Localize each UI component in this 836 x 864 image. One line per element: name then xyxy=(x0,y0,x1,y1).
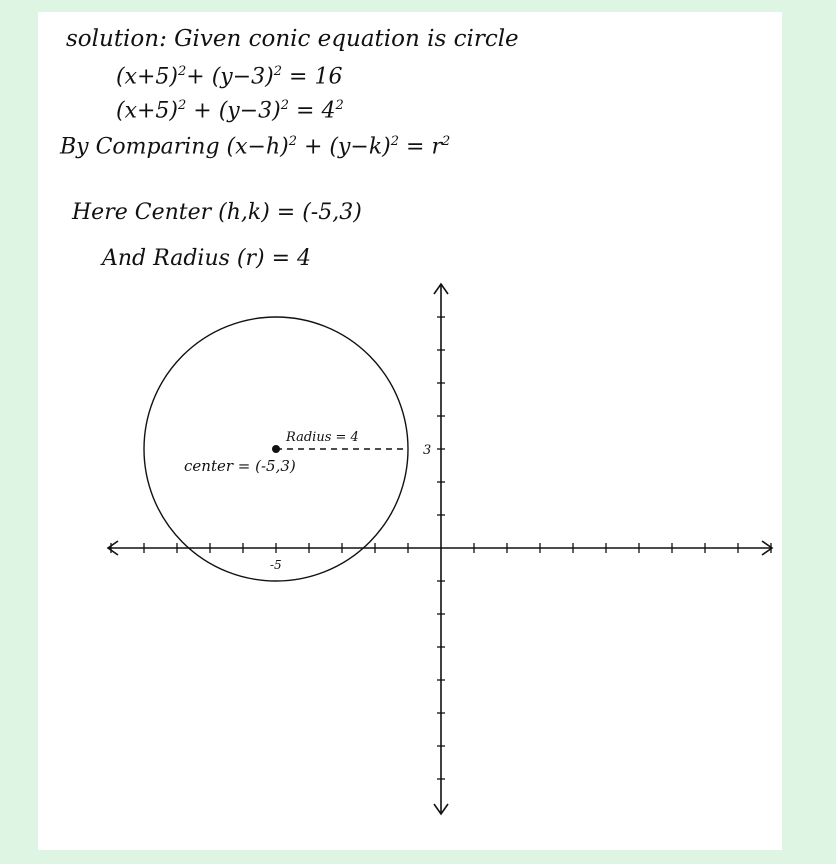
cmp-term-x: By Comparing (x−h) xyxy=(60,134,289,160)
eq1-exp-2: 2 xyxy=(273,64,283,79)
cmp-term-y: + (y−k) xyxy=(296,134,391,160)
solution-heading: solution: Given conic equation is circle xyxy=(66,26,519,52)
radius-label: Radius = 4 xyxy=(286,430,359,445)
center-line: Here Center (h,k) = (-5,3) xyxy=(72,200,362,225)
cmp-exp-2: 2 xyxy=(390,134,400,149)
eq2-term-x: (x+5) xyxy=(116,98,179,124)
y-tick-label-3: 3 xyxy=(423,443,432,458)
eq2-term-y: + (y−3) xyxy=(186,98,281,124)
center-point xyxy=(272,445,280,453)
eq2-exp-2: 2 xyxy=(280,98,290,113)
cmp-exp-3: 2 xyxy=(441,134,451,149)
eq1-rhs: = 16 xyxy=(282,64,343,90)
cmp-exp-1: 2 xyxy=(288,134,297,149)
eq2-exp-3: 2 xyxy=(335,98,344,113)
center-label: center = (-5,3) xyxy=(184,457,296,475)
x-tick-label-minus-5: -5 xyxy=(270,558,282,572)
eq2-rhs: = 4 xyxy=(289,98,336,124)
eq1-exp-1: 2 xyxy=(178,64,187,79)
radius-line: And Radius (r) = 4 xyxy=(102,246,311,271)
eq1-term-y: + (y−3) xyxy=(186,64,274,90)
eq1-term-x: (x+5) xyxy=(116,64,179,90)
eq2-exp-1: 2 xyxy=(178,98,187,113)
cmp-rhs: = r xyxy=(399,134,442,160)
